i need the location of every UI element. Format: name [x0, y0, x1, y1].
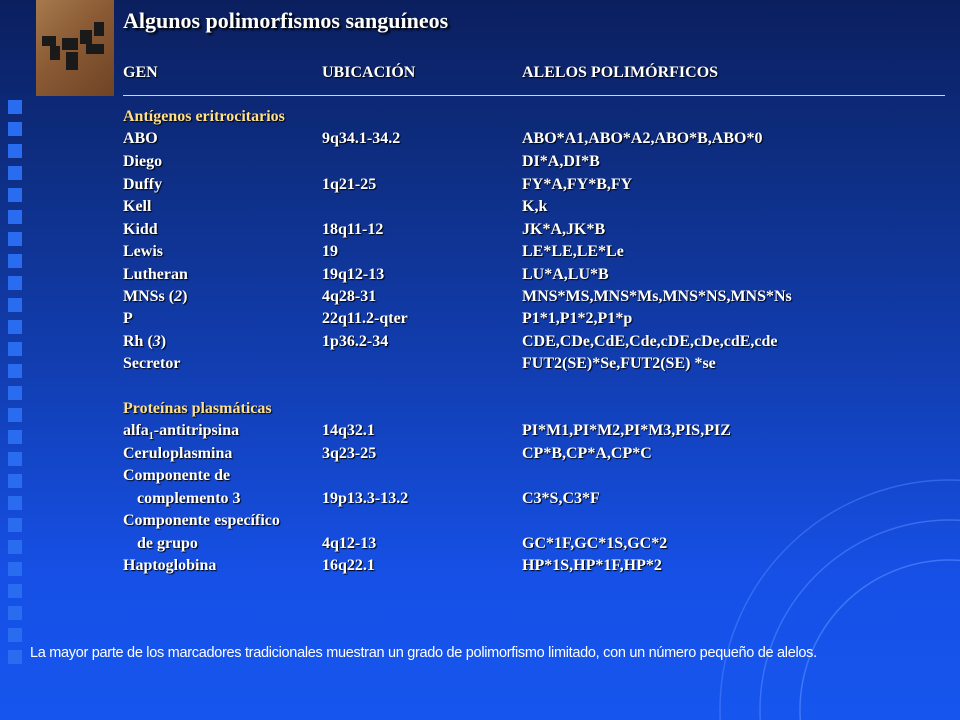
table-row [123, 422, 923, 444]
decorative-square [8, 166, 22, 180]
decorative-square [8, 408, 22, 422]
gene-alleles: MNS*MS,MNS*Ms,MNS*NS,MNS*Ns [522, 288, 792, 305]
decorative-square [8, 122, 22, 136]
table-row [123, 266, 923, 288]
gene-location: 4q28-31 [322, 288, 377, 305]
decorative-square [8, 386, 22, 400]
gene-alleles: LU*A,LU*B [522, 266, 609, 283]
header-gen: GEN [123, 64, 158, 81]
decorative-square [8, 232, 22, 246]
gene-name: Diego [123, 153, 163, 170]
gene-alleles: PI*M1,PI*M2,PI*M3,PIS,PIZ [522, 422, 731, 439]
gene-name: Componente específico [123, 512, 280, 529]
gene-name: Secretor [123, 355, 181, 372]
gene-location: 22q11.2-qter [322, 310, 408, 327]
decorative-square [8, 452, 22, 466]
gene-name: Kell [123, 198, 152, 215]
gene-alleles: JK*A,JK*B [522, 221, 606, 238]
gene-alleles: P1*1,P1*2,P1*p [522, 310, 633, 327]
gene-location: 14q32.1 [322, 422, 375, 439]
gene-alleles: C3*S,C3*F [522, 490, 600, 507]
table-row [123, 310, 923, 332]
decorative-square [8, 628, 22, 642]
header-ubicacion: UBICACIÓN [322, 64, 416, 81]
gene-name: Duffy [123, 176, 163, 193]
header-divider [123, 95, 945, 96]
decorative-square [8, 188, 22, 202]
gene-name: MNSs (2) [123, 288, 188, 305]
gene-alleles: CDE,CDe,CdE,Cde,cDE,cDe,cdE,cde [522, 333, 778, 350]
gene-location: 19q12-13 [322, 266, 385, 283]
decorative-arcs [700, 460, 960, 720]
gene-alleles: K,k [522, 198, 548, 215]
decorative-square [8, 320, 22, 334]
gene-alleles: ABO*A1,ABO*A2,ABO*B,ABO*0 [522, 130, 763, 147]
gene-location: 4q12-13 [322, 535, 377, 552]
university-logo [36, 0, 114, 96]
gene-alleles: CP*B,CP*A,CP*C [522, 445, 652, 462]
gene-location: 3q23-25 [322, 445, 377, 462]
decorative-square [8, 430, 22, 444]
decorative-square [8, 254, 22, 268]
decorative-square [8, 606, 22, 620]
gene-name: Lewis [123, 243, 163, 260]
footer-note: La mayor parte de los marcadores tradicionales muestran un grado de polimorfismo limitado, con un número pequeño de alelos. [30, 645, 817, 661]
gene-name: complemento 3 [137, 490, 241, 507]
gene-name: Componente de [123, 467, 231, 484]
gene-name: Kidd [123, 221, 158, 238]
gene-location: 18q11-12 [322, 221, 384, 238]
gene-name: Haptoglobina [123, 557, 217, 574]
decorative-square [8, 518, 22, 532]
gene-location: 1q21-25 [322, 176, 377, 193]
decorative-square-strip [0, 0, 30, 720]
table-row [123, 130, 923, 152]
gene-alleles: FUT2(SE)*Se,FUT2(SE) *se [522, 355, 716, 372]
table-row [123, 333, 923, 355]
table-row [123, 355, 923, 377]
gene-name: alfa$_1$-antitripsina [123, 422, 240, 443]
gene-name: ABO [123, 130, 158, 147]
gene-name: P [123, 310, 133, 327]
gene-alleles: GC*1F,GC*1S,GC*2 [522, 535, 668, 552]
gene-name: Ceruloplasmina [123, 445, 233, 462]
decorative-square [8, 144, 22, 158]
gene-alleles: FY*A,FY*B,FY [522, 176, 633, 193]
gene-name: Rh (3) [123, 333, 167, 350]
table-row [123, 288, 923, 310]
gene-location: 19p13.3-13.2 [322, 490, 409, 507]
decorative-square [8, 364, 22, 378]
decorative-square [8, 210, 22, 224]
section-erythrocyte-antigens [123, 108, 923, 130]
gene-alleles: LE*LE,LE*Le [522, 243, 624, 260]
section-plasma-proteins [123, 400, 923, 422]
gene-location: 16q22.1 [322, 557, 375, 574]
table-row [123, 153, 923, 175]
decorative-square [8, 342, 22, 356]
table-row [123, 198, 923, 220]
gene-name: Lutheran [123, 266, 188, 283]
gene-location: 19 [322, 243, 338, 260]
gene-name: de grupo [137, 535, 198, 552]
decorative-square [8, 100, 22, 114]
gene-location: 1p36.2-34 [322, 333, 389, 350]
section-label: Antígenos eritrocitarios [123, 108, 285, 125]
slide-title: Algunos polimorfismos sanguíneos [123, 8, 449, 33]
decorative-square [8, 276, 22, 290]
decorative-square [8, 650, 22, 664]
decorative-square [8, 496, 22, 510]
header-alelos: ALELOS POLIMÓRFICOS [522, 64, 719, 81]
table-row [123, 243, 923, 265]
decorative-square [8, 474, 22, 488]
gene-location: 9q34.1-34.2 [322, 130, 401, 147]
gene-alleles: HP*1S,HP*1F,HP*2 [522, 557, 662, 574]
section-label: Proteínas plasmáticas [123, 400, 272, 417]
decorative-square [8, 584, 22, 598]
table-row [123, 176, 923, 198]
gene-alleles: DI*A,DI*B [522, 153, 600, 170]
decorative-square [8, 540, 22, 554]
decorative-square [8, 298, 22, 312]
decorative-square [8, 562, 22, 576]
table-row [123, 221, 923, 243]
